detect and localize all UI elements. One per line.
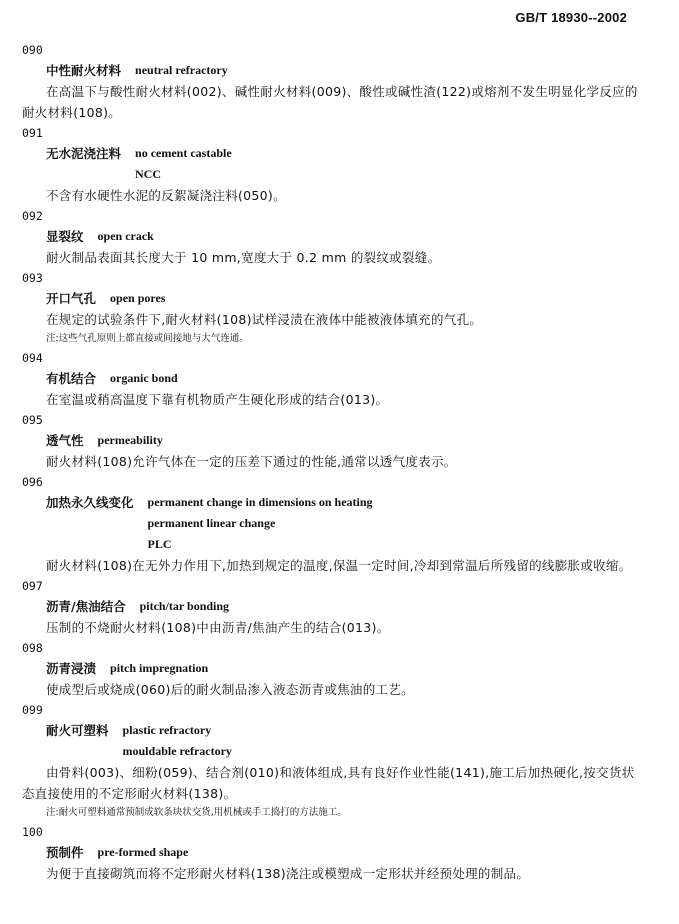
entry-number: 100: [22, 825, 43, 839]
term-en: pre-formed shape: [97, 845, 189, 859]
entry-number: 099: [22, 703, 43, 717]
definition: 由骨料(003)、细粉(059)、结合剂(010)和液体组成,具有良好作业性能(141),施工后加热硬化,按交货状态直接使用的不定形耐火材料(138)。: [22, 765, 635, 801]
term-abbreviation: PLC: [147, 537, 172, 551]
entry-093: [22, 268, 649, 348]
note: 注:这些气孔原则上都直接或间接地与大气连通。: [46, 333, 249, 344]
term-row: [22, 430, 649, 451]
term-en: permanent change in dimensions on heating: [147, 495, 373, 509]
term-row: [22, 226, 649, 247]
note: 注:耐火可塑料通常预制成软条块状交货,用机械或手工捣打的方法施工。: [46, 807, 347, 818]
entry-096: [22, 472, 649, 576]
term-en-synonym: mouldable refractory: [122, 744, 232, 758]
entry-097: [22, 576, 649, 638]
entry-number: 096: [22, 475, 43, 489]
term-row: [22, 658, 649, 679]
term-en: pitch/tar bonding: [139, 599, 230, 613]
term-zh: 耐火可塑料: [46, 723, 109, 738]
term-row: [22, 596, 649, 617]
term-row: [22, 143, 649, 185]
entry-number: 090: [22, 43, 43, 57]
term-en: pitch impregnation: [110, 661, 209, 675]
term-zh: 沥青/焦油结合: [46, 599, 126, 614]
term-zh: 显裂纹: [46, 229, 84, 244]
standard-id-header: GB/T 18930--2002: [515, 10, 627, 25]
term-en-synonym: permanent linear change: [147, 516, 276, 530]
entry-100: [22, 822, 649, 884]
term-zh: 无水泥浇注料: [46, 146, 122, 161]
definition: 不含有水硬性水泥的反絮凝浇注料(050)。: [46, 188, 286, 203]
term-abbreviation: NCC: [135, 167, 162, 181]
definition: 在室温或稍高温度下靠有机物质产生硬化形成的结合(013)。: [46, 392, 389, 407]
entry-095: [22, 410, 649, 472]
term-row: [22, 492, 649, 555]
entry-099: [22, 700, 649, 822]
term-row: [22, 842, 649, 863]
definition: 为便于直接砌筑而将不定形耐火材料(138)浇注或模塑成一定形状并经预处理的制品。: [46, 866, 530, 881]
term-list: [22, 40, 649, 884]
term-zh: 有机结合: [46, 371, 97, 386]
term-en: plastic refractory: [122, 723, 212, 737]
term-row: [22, 720, 649, 762]
term-zh: 预制件: [46, 845, 84, 860]
entry-number: 093: [22, 271, 43, 285]
entry-number: 091: [22, 126, 43, 140]
term-en: neutral refractory: [135, 63, 228, 77]
definition: 使成型后或烧成(060)后的耐火制品渗入液态沥青或焦油的工艺。: [46, 682, 414, 697]
term-en: organic bond: [110, 371, 178, 385]
term-zh: 中性耐火材料: [46, 63, 122, 78]
term-en: open crack: [97, 229, 154, 243]
definition: 耐火材料(108)允许气体在一定的压差下通过的性能,通常以透气度表示。: [46, 454, 457, 469]
definition: 压制的不烧耐火材料(108)中由沥青/焦油产生的结合(013)。: [46, 620, 390, 635]
entry-091: [22, 123, 649, 206]
definition: 耐火材料(108)在无外力作用下,加热到规定的温度,保温一定时间,冷却到常温后所残留的线膨胀或收缩。: [46, 558, 632, 573]
term-en: permeability: [97, 433, 163, 447]
entry-number: 098: [22, 641, 43, 655]
term-en: open pores: [110, 291, 166, 305]
entry-092: [22, 206, 649, 268]
definition: 在规定的试验条件下,耐火材料(108)试样浸渍在液体中能被液体填充的气孔。: [46, 312, 483, 327]
term-zh: 加热永久线变化: [46, 495, 134, 510]
term-row: [22, 60, 649, 81]
entry-098: [22, 638, 649, 700]
term-zh: 透气性: [46, 433, 84, 448]
term-row: [22, 368, 649, 389]
entry-number: 095: [22, 413, 43, 427]
entry-number: 097: [22, 579, 43, 593]
term-zh: 开口气孔: [46, 291, 97, 306]
term-row: [22, 288, 649, 309]
entry-094: [22, 348, 649, 410]
entry-090: [22, 40, 649, 123]
term-en: no cement castable: [135, 146, 232, 160]
definition: 在高温下与酸性耐火材料(002)、碱性耐火材料(009)、酸性或碱性渣(122)或熔剂不发生明显化学反应的耐火材料(108)。: [22, 84, 638, 120]
definition: 耐火制品表面其长度大于 10 mm,宽度大于 0.2 mm 的裂纹或裂缝。: [46, 250, 441, 265]
term-zh: 沥青浸渍: [46, 661, 97, 676]
entry-number: 094: [22, 351, 43, 365]
entry-number: 092: [22, 209, 43, 223]
